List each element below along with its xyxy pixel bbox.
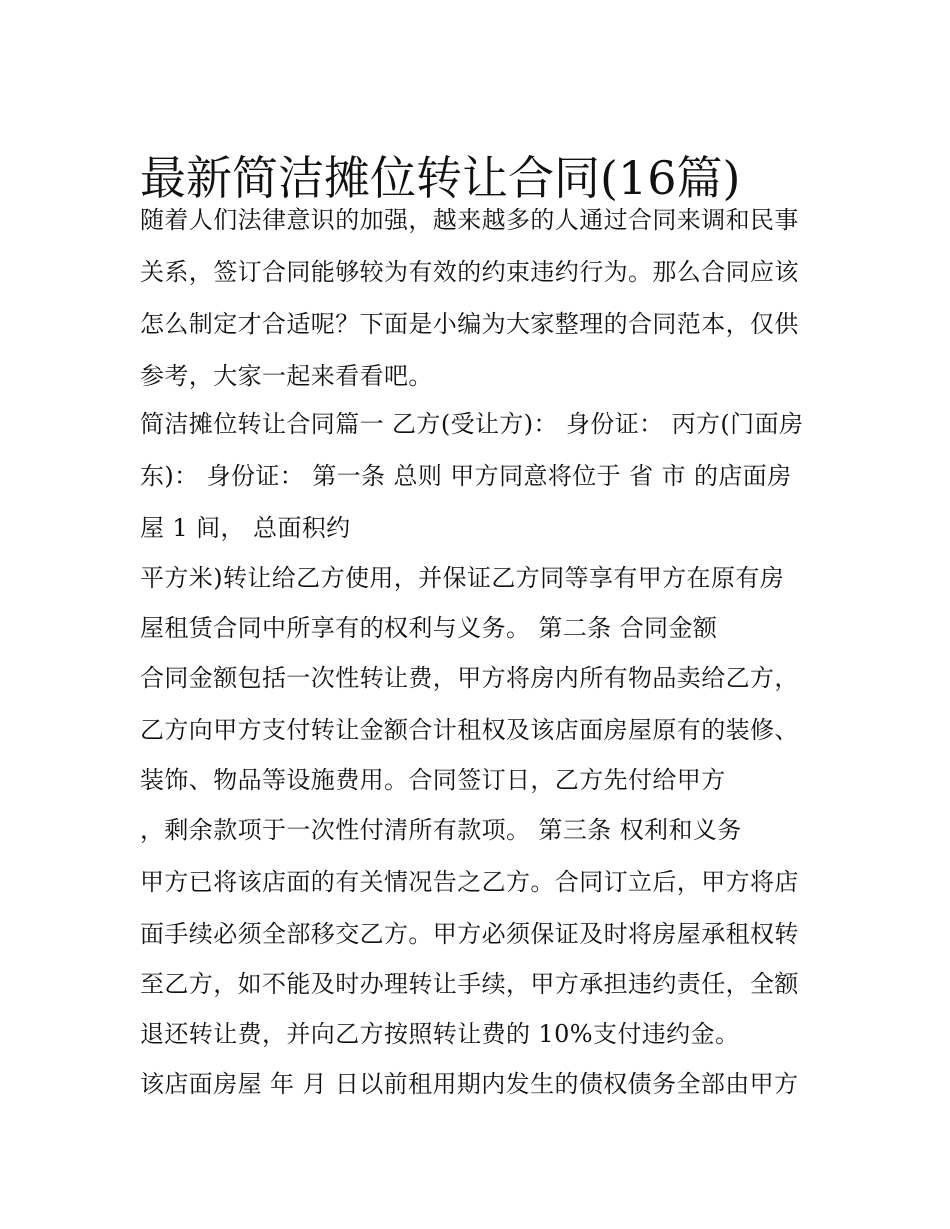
paragraph-line: 屋 1 间， 总面积约 [140, 514, 351, 542]
paragraph-line: 至乙方，如不能及时办理转让手续，甲方承担违约责任，全额 [140, 970, 799, 998]
paragraph-line: 关系，签订合同能够较为有效的约束违约行为。那么合同应该 [140, 258, 799, 286]
paragraph-line: 退还转让费，并向乙方按照转让费的 10%支付违约金。 [140, 1020, 740, 1048]
paragraph-line: 装饰、物品等设施费用。合同签订日，乙方先付给甲方 [140, 766, 726, 794]
paragraph-line: 合同金额包括一次性转让费，甲方将房内所有物品卖给乙方， [140, 664, 799, 692]
paragraph-line: 屋租赁合同中所享有的权利与义务。 第二条 合同金额 [140, 614, 718, 642]
paragraph-line: 随着人们法律意识的加强，越来越多的人通过合同来调和民事 [140, 206, 799, 234]
paragraph-line: 该店面房屋 年 月 日以前租用期内发生的债权债务全部由甲方 [140, 1070, 799, 1098]
paragraph-line: 参考，大家一起来看看吧。 [140, 362, 433, 390]
paragraph-line: 平方米)转让给乙方使用，并保证乙方同等享有甲方在原有房 [140, 564, 785, 592]
paragraph-line: 简洁摊位转让合同篇一 乙方(受让方)： 身份证： 丙方(门面房 [140, 410, 804, 438]
paragraph-line: ，剩余款项于一次性付清所有款项。 第三条 权利和义务 [140, 816, 742, 844]
paragraph-line: 甲方已将该店面的有关情况告之乙方。合同订立后，甲方将店 [140, 868, 799, 896]
paragraph-line: 面手续必须全部移交乙方。甲方必须保证及时将房屋承租权转 [140, 920, 799, 948]
paragraph-line: 乙方向甲方支付转让金额合计租权及该店面房屋原有的装修、 [140, 716, 799, 744]
paragraph-line: 东)： 身份证： 第一条 总则 甲方同意将位于 省 市 的店面房 [140, 462, 792, 490]
paragraph-line: 怎么制定才合适呢？下面是小编为大家整理的合同范本，仅供 [140, 310, 799, 338]
document-title: 最新简洁摊位转让合同(16篇) [140, 150, 741, 205]
